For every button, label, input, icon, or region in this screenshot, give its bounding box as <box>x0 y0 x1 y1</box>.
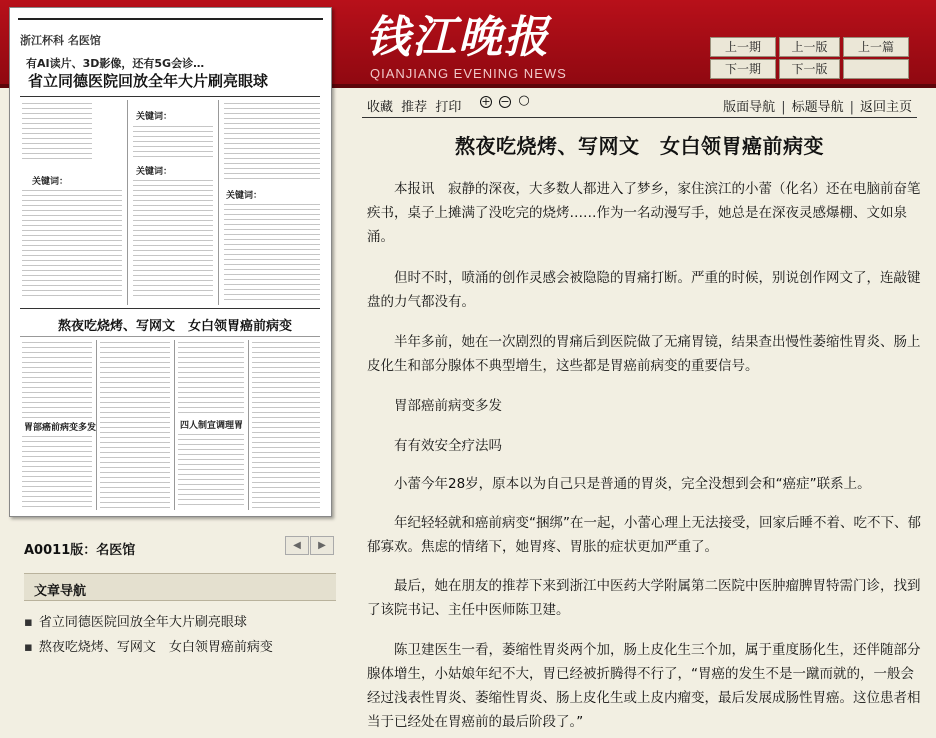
thumbnail-lead-headline[interactable]: 省立同德医院回放全年大片刷亮眼球 <box>28 72 269 90</box>
thumbnail-text-block <box>22 342 92 418</box>
prev-page-arrow-icon[interactable]: ◀ <box>285 536 309 555</box>
bullet-icon: ▪ <box>24 615 33 630</box>
thumbnail-rule <box>20 96 320 97</box>
article-paragraph: 陈卫建医生一看，萎缩性胃炎两个加，肠上皮化生三个加，属于重度肠化生，还伴随部分腺体增生，小姑娘年纪不大，胃已经被折腾得不行了，“胃癌的发生不是一蹴而就的，一般会经过浅表性胃炎、萎缩性胃炎、肠上皮化生或上皮内瘤变，最后发展成肠性胃癌。这位患者相当于已经处在胃癌前的最后阶段了。” <box>367 642 921 730</box>
article-toolbar <box>367 96 465 115</box>
article-headline: 熬夜吃烧烤、写网文 女白领胃癌前病变 <box>455 134 824 158</box>
thumbnail-text-block <box>22 190 122 300</box>
article-nav-item-label[interactable]: 省立同德医院回放全年大片刷亮眼球 <box>38 615 247 630</box>
bullet-icon: ▪ <box>24 640 33 655</box>
page-nav-link[interactable]: 版面导航 <box>723 100 776 115</box>
zoom-out-icon[interactable]: − <box>500 95 510 108</box>
collect-link[interactable]: 收藏 <box>367 100 394 115</box>
prev-issue-button[interactable]: 上一期 <box>710 37 776 57</box>
article-subhead: 胃部癌前病变多发 <box>394 398 502 414</box>
article-nav-header <box>24 573 336 601</box>
thumbnail-column-rule <box>127 100 128 305</box>
site-logo-english: QIANJIANG EVENING NEWS <box>370 66 567 81</box>
thumbnail-subhead: 关键词： <box>136 167 173 177</box>
next-page-button[interactable]: 下一版 <box>779 59 840 79</box>
thumbnail-text-block <box>133 126 213 158</box>
article-paragraph: 年纪轻轻就和癌前病变“捆绑”在一起，小蕾心理上无法接受，回家后睡不着、吃不下、郁郁寡欢。焦虑的情绪下，她胃疼、胃胀的症状更加严重了。 <box>367 515 921 555</box>
next-issue-button[interactable]: 下一期 <box>710 59 776 79</box>
thumbnail-text-block <box>22 103 92 163</box>
article-paragraph: 最后，她在朋友的推荐下来到浙江中医药大学附属第二医院中医肿瘤脾胃特需门诊，找到了该院书记、主任中医师陈卫建。 <box>367 578 921 618</box>
thumbnail-subhead: 关键词： <box>32 177 69 187</box>
thumbnail-column-rule <box>174 340 175 510</box>
article-nav-title: 文章导航 <box>34 584 87 599</box>
thumbnail-rule <box>20 308 320 309</box>
site-logo: 钱江晚报 <box>366 12 550 63</box>
nav-placeholder-slot <box>843 59 909 79</box>
article-nav-item[interactable] <box>24 636 273 655</box>
thumbnail-text-block <box>178 342 244 414</box>
thumbnail-column-rule <box>218 100 219 305</box>
print-link[interactable]: 打印 <box>435 100 462 115</box>
thumbnail-text-block <box>252 342 320 508</box>
thumbnail-text-block <box>100 342 170 508</box>
zoom-in-icon[interactable]: + <box>481 95 491 108</box>
site-nav-links <box>723 96 912 115</box>
toolbar-divider <box>362 117 917 118</box>
thumbnail-text-block <box>178 434 244 508</box>
article-subhead: 有有效安全疗法吗 <box>394 438 502 454</box>
page-thumbnail[interactable] <box>9 7 332 517</box>
thumbnail-story-headline[interactable]: 熬夜吃烧烤、写网文 女白领胃癌前病变 <box>58 319 293 334</box>
home-link[interactable]: 返回主页 <box>859 100 912 115</box>
thumbnail-masthead-rule <box>18 14 323 20</box>
zoom-reset-icon[interactable]: ○ <box>518 93 530 108</box>
thumbnail-text-block <box>224 204 320 300</box>
thumbnail-subhead: 关键词： <box>226 191 263 201</box>
next-page-arrow-icon[interactable]: ▶ <box>310 536 334 555</box>
article-nav-item[interactable] <box>24 611 247 630</box>
article-paragraph: 但时不时，喷涌的创作灵感会被隐隐的胃痛打断。严重的时候，别说创作网文了，连敲键盘的力气都没有。 <box>367 270 921 310</box>
thumbnail-text-block <box>224 103 320 183</box>
thumbnail-subhead: 四人制宣调理胃 <box>180 421 244 431</box>
thumbnail-text-block <box>22 436 92 508</box>
thumbnail-rule <box>20 336 320 337</box>
thumbnail-lead-kicker: 有AI读片、3D影像，还有5G会诊… <box>26 57 205 70</box>
thumbnail-text-block <box>133 180 213 300</box>
recommend-link[interactable]: 推荐 <box>401 100 428 115</box>
prev-article-button[interactable]: 上一篇 <box>843 37 909 57</box>
divider: | <box>849 100 854 115</box>
thumbnail-column-rule <box>248 340 249 510</box>
article-nav-item-label[interactable]: 熬夜吃烧烤、写网文 女白领胃癌前病变 <box>38 640 273 655</box>
prev-page-button[interactable]: 上一版 <box>779 37 840 57</box>
thumbnail-masthead: 浙江杯科 名医馆 <box>20 34 101 47</box>
title-nav-link[interactable]: 标题导航 <box>791 100 844 115</box>
edition-label: A0011版：名医馆 <box>24 543 136 558</box>
article-paragraph: 半年多前，她在一次剧烈的胃痛后到医院做了无痛胃镜，结果查出慢性萎缩性胃炎、肠上皮化生和部分腺体不典型增生，这些都是胃癌前病变的重要信号。 <box>367 334 921 374</box>
article-paragraph: 本报讯 寂静的深夜，大多数人都进入了梦乡，家住滨江的小蕾（化名）还在电脑前奋笔疾书，桌子上摊满了没吃完的烧烤……作为一名动漫写手，她总是在深夜灵感爆棚、文如泉涌。 <box>367 181 921 245</box>
divider: | <box>781 100 786 115</box>
article-paragraph: 小蕾今年28岁，原本以为自己只是普通的胃炎，完全没想到会和“癌症”联系上。 <box>394 476 871 492</box>
thumbnail-subhead: 关键词： <box>136 112 173 122</box>
thumbnail-subhead: 胃部癌前病变多发 <box>24 423 97 433</box>
thumbnail-column-rule <box>96 340 97 510</box>
